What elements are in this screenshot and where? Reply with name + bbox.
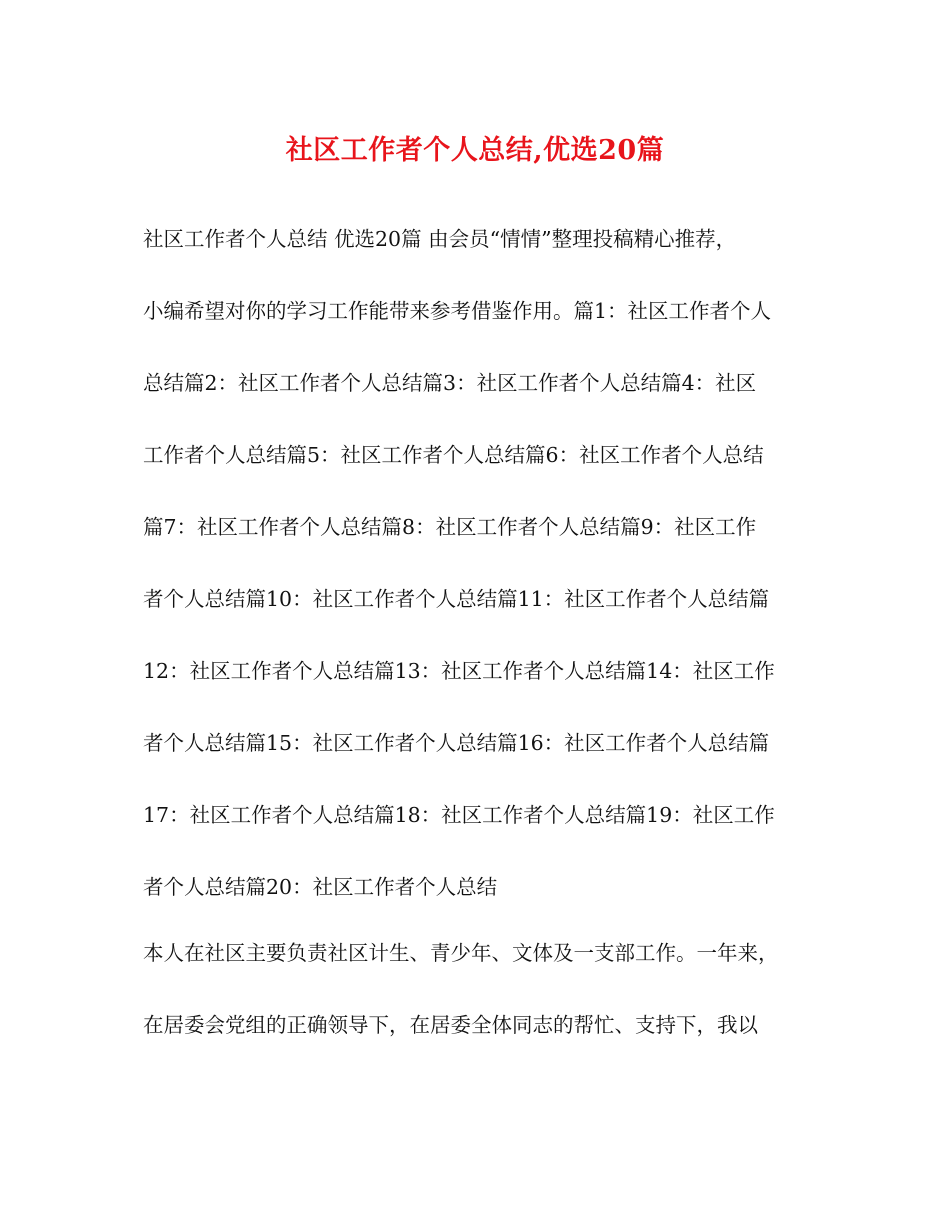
text-line-8: 者个人总结篇15：社区工作者个人总结篇16：社区工作者个人总结篇	[143, 731, 770, 755]
text-line-7: 12：社区工作者个人总结篇13：社区工作者个人总结篇14：社区工作	[143, 659, 775, 683]
text-line-1: 社区工作者个人总结 优选20篇 由会员“情情”整理投稿精心推荐，	[143, 227, 737, 251]
text-line-10: 者个人总结篇20：社区工作者个人总结	[143, 875, 498, 899]
document-title: 社区工作者个人总结,优选20篇	[285, 135, 665, 166]
text-line-2: 小编希望对你的学习工作能带来参考借鉴作用。篇1：社区工作者个人	[143, 299, 772, 323]
text-line-6: 者个人总结篇10：社区工作者个人总结篇11：社区工作者个人总结篇	[143, 587, 770, 611]
text-line-4: 工作者个人总结篇5：社区工作者个人总结篇6：社区工作者个人总结	[143, 443, 764, 467]
text-line-11: 本人在社区主要负责社区计生、青少年、文体及一支部工作。一年来，	[143, 941, 779, 965]
text-line-5: 篇7：社区工作者个人总结篇8：社区工作者个人总结篇9：社区工作	[143, 515, 757, 539]
text-line-12: 在居委会党组的正确领导下，在居委全体同志的帮忙、支持下，我以	[143, 1013, 758, 1037]
text-line-3: 总结篇2：社区工作者个人总结篇3：社区工作者个人总结篇4：社区	[143, 371, 757, 395]
text-line-9: 17：社区工作者个人总结篇18：社区工作者个人总结篇19：社区工作	[143, 803, 775, 827]
